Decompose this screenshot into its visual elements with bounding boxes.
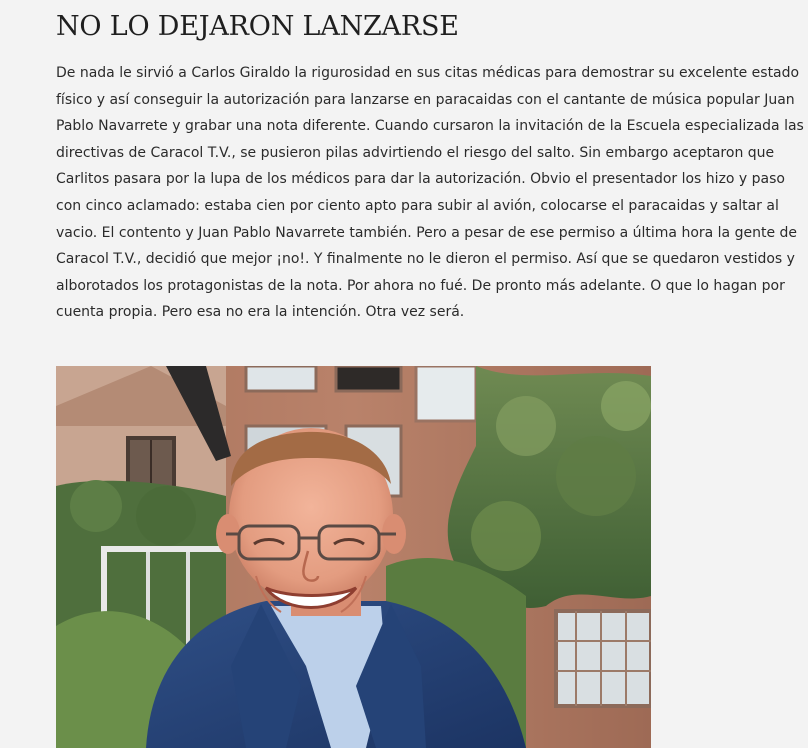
article-headline: NO LO DEJARON LANZARSE [56, 11, 459, 42]
paragraph-line: Carlitos pasara por la lupa de los médicos para dar la autorización. Obvio el presentador los hizo y paso [56, 171, 785, 188]
portrait-illustration [56, 366, 651, 748]
building-window [246, 366, 316, 391]
building-window [556, 611, 651, 706]
article-photo [56, 366, 651, 748]
paragraph-line: De nada le sirvió a Carlos Giraldo la rigurosidad en sus citas médicas para demostrar su excelente estado [56, 65, 800, 81]
paragraph-line: vacio. El contento y Juan Pablo Navarrete también. Pero a pesar de ese permiso a última hora la gente de [56, 224, 798, 241]
paragraph-line: con cinco aclamado: estaba cien por ciento apto para subir al avión, colocarse el paracaidas y saltar al [56, 197, 779, 214]
building-window [336, 366, 401, 391]
article-paragraph [56, 60, 804, 326]
paragraph-line: directivas de Caracol T.V., se pusieron pilas advirtiendo el riesgo del salto. Sin embargo aceptaron que [56, 144, 775, 161]
paragraph-line: cuenta propia. Pero esa no era la intención. Otra vez será. [56, 304, 465, 321]
paragraph-line: físico y así conseguir la autorización para lanzarse en paracaidas con el cantante de música popular Juan [56, 91, 795, 108]
railing [101, 546, 226, 552]
paragraph-line: alborotados los protagonistas de la nota. Por ahora no fué. De pronto más adelante. O que lo hagan por [56, 277, 785, 294]
paragraph-line: Caracol T.V., decidió que mejor ¡no!. Y finalmente no le dieron el permiso. Así que se quedaron vestidos y [56, 251, 795, 268]
paragraph-line: Pablo Navarrete y grabar una nota diferente. Cuando cursaron la invitación de la Escuela especializada las [56, 118, 804, 135]
building-window [416, 366, 476, 421]
